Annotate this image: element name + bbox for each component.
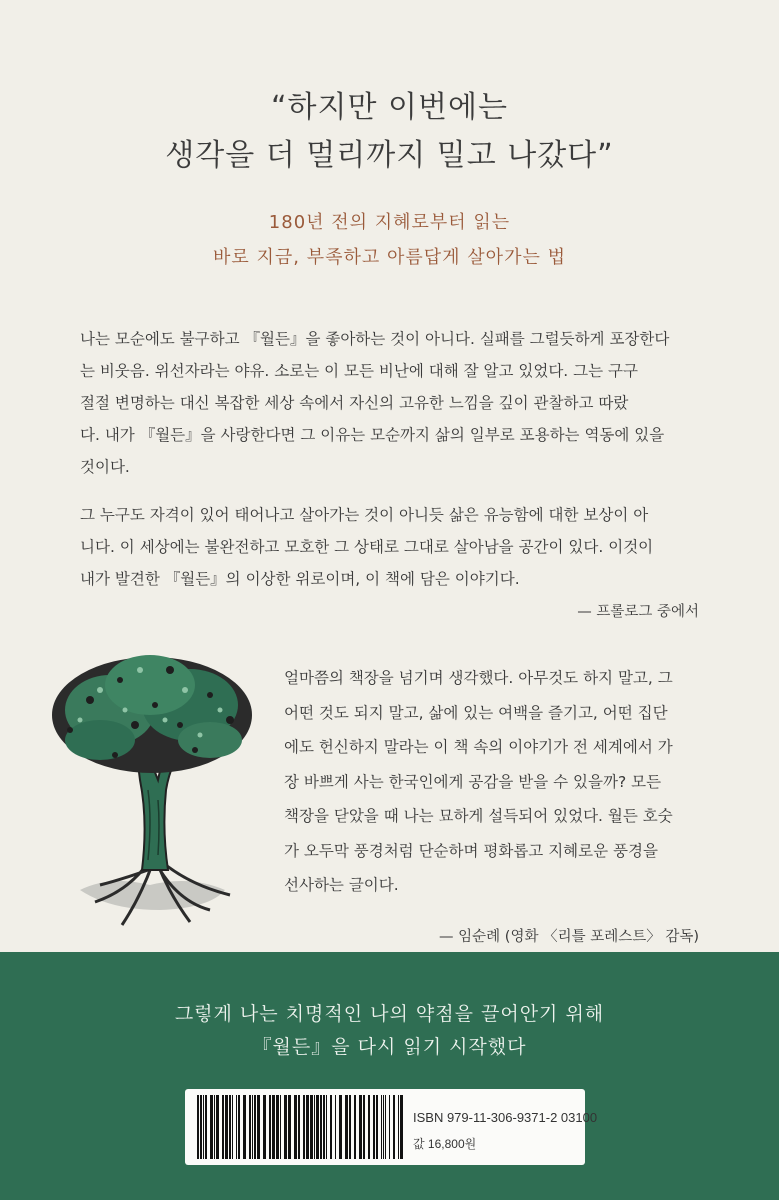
barcode-bar xyxy=(200,1095,202,1159)
prologue-paragraph-2 xyxy=(80,499,698,595)
barcode-bar xyxy=(339,1095,342,1159)
price-text: 값 16,800원 xyxy=(413,1137,477,1151)
text-line: 절절 변명하는 대신 복잡한 세상 속에서 자신의 고유한 느낌을 깊이 관찰하고 따랐 xyxy=(80,394,629,412)
barcode-graphic xyxy=(195,1095,405,1159)
barcode-bar xyxy=(303,1095,305,1159)
band-line-2: 『월든』을 다시 읽기 시작했다 xyxy=(252,1036,527,1058)
barcode-bar xyxy=(243,1095,246,1159)
barcode-bar xyxy=(345,1095,348,1159)
barcode-bar xyxy=(398,1095,399,1159)
barcode-bar xyxy=(203,1095,204,1159)
text-line: 그 누구도 자격이 있어 태어나고 살아가는 것이 아니듯 삶은 유능함에 대한 보상이 아 xyxy=(80,506,649,524)
review-credit: — 임순례 (영화 〈리틀 포레스트〉 감독) xyxy=(439,929,699,945)
barcode-bar xyxy=(284,1095,287,1159)
barcode-bar xyxy=(389,1095,390,1159)
barcode-bar xyxy=(197,1095,199,1159)
barcode-bar xyxy=(225,1095,228,1159)
barcode-bar xyxy=(263,1095,266,1159)
review-paragraph xyxy=(284,661,698,903)
barcode-bar xyxy=(316,1095,319,1159)
barcode-bar xyxy=(306,1095,309,1159)
barcode-bar xyxy=(381,1095,382,1159)
barcode-bar xyxy=(393,1095,395,1159)
prologue-paragraph-1 xyxy=(80,323,698,483)
barcode-bar xyxy=(288,1095,291,1159)
barcode-bar xyxy=(254,1095,256,1159)
barcode-bar xyxy=(330,1095,332,1159)
barcode-bar xyxy=(376,1095,378,1159)
barcode-bar xyxy=(383,1095,384,1159)
barcode-bar xyxy=(214,1095,215,1159)
barcode-bar xyxy=(373,1095,375,1159)
text-line: 나는 모순에도 불구하고 『월든』을 좋아하는 것이 아니다. 실패를 그럴듯하게 포장한다 xyxy=(80,330,670,348)
barcode-bar xyxy=(349,1095,351,1159)
barcode-bar xyxy=(359,1095,362,1159)
text-line: 니다. 이 세상에는 불완전하고 모호한 그 상태로 그대로 살아남을 공간이 있다. 이것이 xyxy=(80,538,654,556)
barcode-bar xyxy=(368,1095,370,1159)
barcode-bar xyxy=(238,1095,240,1159)
barcode-bar xyxy=(229,1095,231,1159)
barcode-bar xyxy=(249,1095,251,1159)
barcode-bar xyxy=(210,1095,213,1159)
barcode-bar xyxy=(272,1095,275,1159)
band-line-1: 그렇게 나는 치명적인 나의 약점을 끌어안기 위해 xyxy=(174,1003,605,1025)
text-line: 것이다. xyxy=(80,458,130,476)
barcode-bar xyxy=(310,1095,313,1159)
subtitle-line-1: 180년 전의 지혜로부터 읽는 xyxy=(268,212,511,233)
barcode-bar xyxy=(323,1095,325,1159)
barcode-bar xyxy=(216,1095,219,1159)
barcode-label xyxy=(185,1089,598,1165)
text-line: 는 비웃음. 위선자라는 야유. 소로는 이 모든 비난에 대해 잘 알고 있었다. 그는 구구 xyxy=(80,362,638,380)
barcode-bar xyxy=(400,1095,403,1159)
headline-line-2: 생각을 더 멀리까지 밀고 나갔다” xyxy=(165,138,614,173)
text-line: 가 오두막 풍경처럼 단순하며 평화롭고 지혜로운 풍경을 xyxy=(284,841,658,860)
text-line: 선사하는 글이다. xyxy=(284,876,399,894)
barcode-bar xyxy=(363,1095,365,1159)
barcode-bar xyxy=(269,1095,271,1159)
text-line: 어떤 것도 되지 말고, 삶에 있는 여백을 즐기고, 어떤 집단 xyxy=(284,703,668,722)
barcode-bar xyxy=(298,1095,300,1159)
barcode-bar xyxy=(222,1095,224,1159)
barcode-bar xyxy=(326,1095,327,1159)
text-line: 내가 발견한 『월든』의 이상한 위로이며, 이 책에 담은 이야기다. xyxy=(80,570,520,588)
barcode-bar xyxy=(232,1095,233,1159)
barcode-bar xyxy=(314,1095,315,1159)
headline-line-1: “하지만 이번에는 xyxy=(271,90,508,125)
barcode-bar xyxy=(294,1095,297,1159)
tree-illustration xyxy=(40,640,265,940)
text-line: 책장을 닫았을 때 나는 묘하게 설득되어 있었다. 월든 호숫 xyxy=(284,807,673,825)
barcode-bar xyxy=(354,1095,356,1159)
barcode-bar xyxy=(236,1095,237,1159)
prologue-credit: — 프롤로그 중에서 xyxy=(577,604,699,620)
barcode-bar xyxy=(280,1095,281,1159)
barcode-bar xyxy=(257,1095,260,1159)
barcode-bar xyxy=(252,1095,253,1159)
barcode-bar xyxy=(385,1095,386,1159)
text-line: 장 바쁘게 사는 한국인에게 공감을 받을 수 있을까? 모든 xyxy=(284,772,662,791)
barcode-bar xyxy=(205,1095,207,1159)
barcode-bar xyxy=(335,1095,336,1159)
text-line: 얼마쯤의 책장을 넘기며 생각했다. 아무것도 하지 말고, 그 xyxy=(284,669,673,687)
barcode-bar xyxy=(320,1095,322,1159)
text-line: 에도 헌신하지 말라는 이 책 속의 이야기가 전 세계에서 가 xyxy=(284,738,673,756)
barcode-bar xyxy=(276,1095,279,1159)
subtitle-line-2: 바로 지금, 부족하고 아름답게 살아가는 법 xyxy=(213,247,566,268)
isbn-text: ISBN 979-11-306-9371-2 03100 xyxy=(413,1110,598,1125)
text-line: 다. 내가 『월든』을 사랑한다면 그 이유는 모순까지 삶의 일부로 포용하는 역동에 있을 xyxy=(80,426,665,444)
